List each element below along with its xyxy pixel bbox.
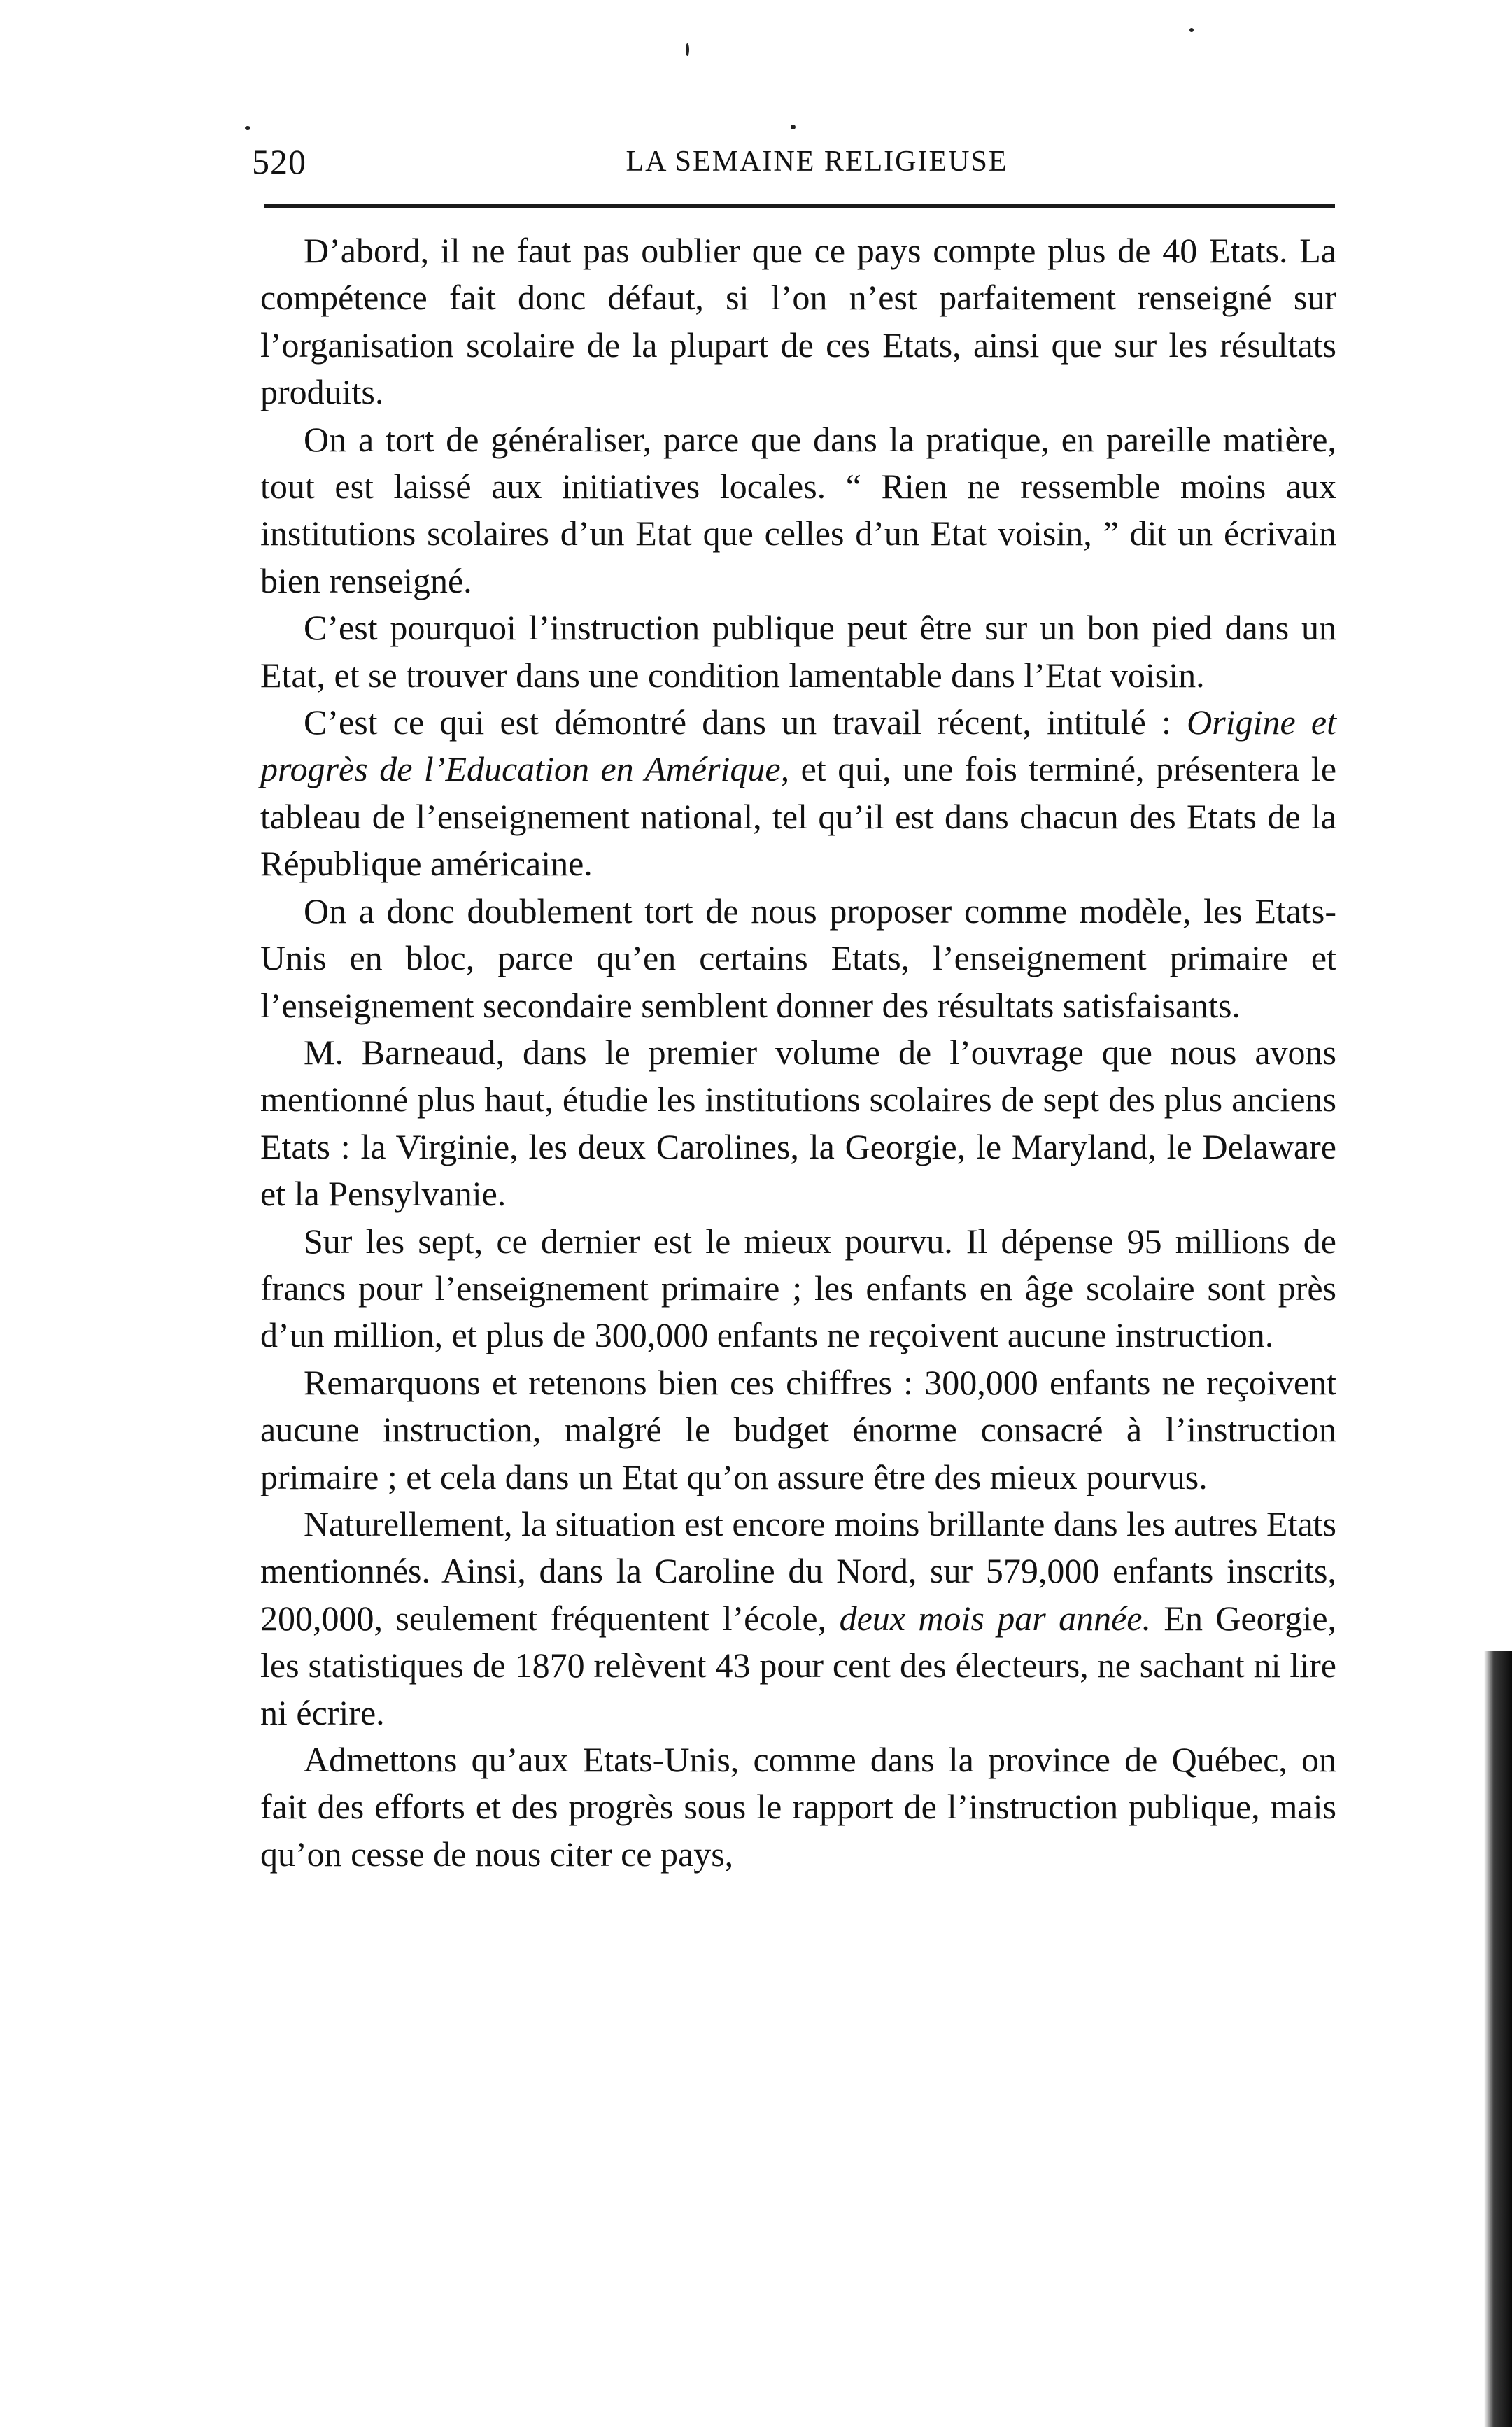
emphasis-text: deux mois par année. bbox=[839, 1598, 1151, 1638]
paragraph-text: M. Barneaud, dans le premier volume de l’ouvrage que nous avons mentionné plus haut, étudie les institutions scolaires de sept des plus anciens Etats : la Virginie, les deux Carolines, la Georgie, le Maryland, le Delaware et la Pensylvanie. bbox=[260, 1032, 1336, 1214]
scan-speck bbox=[791, 125, 796, 129]
paragraph bbox=[260, 1736, 1336, 1878]
paragraph bbox=[260, 1218, 1336, 1359]
paragraph-text: On a tort de généraliser, parce que dans la pratique, en pareille matière, tout est laissé aux initiatives locales. “ Rien ne ressemble moins aux institutions scolaires d’un Etat que celles d’un Etat voisin, ” dit un écrivain bien renseigné. bbox=[260, 419, 1336, 600]
paragraph-text: et qui, une fois terminé, présentera le tableau de l’enseignement national, tel qu’il est dans chacun des Etats de la République américaine. bbox=[260, 749, 1337, 884]
paragraph-text: Admettons qu’aux Etats-Unis, comme dans la province de Québec, on fait des efforts et des progrès sous le rapport de l’instruction publique, mais qu’on cesse de nous citer ce pays, bbox=[260, 1740, 1336, 1874]
body-text bbox=[260, 227, 1336, 1878]
work-title: Origine et progrès de l’Education en Amérique, bbox=[260, 702, 1337, 789]
scan-speck bbox=[1189, 28, 1194, 32]
running-head: LA SEMAINE RELIGIEUSE bbox=[626, 146, 1008, 178]
paragraph-text: Naturellement, la situation est encore moins brillante dans les autres Etats mentionnés. Ainsi, dans la Caroline du Nord, sur 579,000 enfants inscrits, 200,000, seulement fréquentent l’école, bbox=[260, 1503, 1336, 1638]
binding-shadow bbox=[1484, 1651, 1512, 2427]
paragraph bbox=[260, 227, 1336, 416]
page-number: 520 bbox=[252, 142, 306, 181]
paragraph-text: D’abord, il ne faut pas oublier que ce pays compte plus de 40 Etats. La compétence fait donc défaut, si l’on n’est parfaitement renseigné sur l’organisation scolaire de la plupart de ces Etats, ainsi que sur les résultats produits. bbox=[260, 231, 1336, 412]
paragraph bbox=[260, 1029, 1336, 1218]
header-rule bbox=[264, 204, 1335, 208]
paragraph-text: On a donc doublement tort de nous proposer comme modèle, les Etats-Unis en bloc, parce qu’en certains Etats, l’enseignement primaire et l’enseignement secondaire semblent donner des résultats satisfaisants. bbox=[260, 891, 1336, 1025]
paragraph bbox=[260, 416, 1336, 605]
paragraph-text: C’est ce qui est démontré dans un travail récent, intitulé : bbox=[304, 702, 1171, 742]
paragraph bbox=[260, 888, 1336, 1029]
paragraph-text: Sur les sept, ce dernier est le mieux pourvu. Il dépense 95 millions de francs pour l’enseignement primaire ; les enfants en âge scolaire sont près d’un million, et plus de 300,000 enfants ne reçoivent aucune instruction. bbox=[260, 1221, 1336, 1355]
scan-speck bbox=[686, 43, 689, 56]
page-header bbox=[252, 137, 1340, 186]
paragraph-text: C’est pourquoi l’instruction publique peut être sur un bon pied dans un Etat, et se trouver dans une condition lamentable dans l’Etat voisin. bbox=[260, 608, 1336, 695]
scan-speck bbox=[245, 126, 250, 130]
paragraph bbox=[260, 1359, 1336, 1501]
paragraph-text: En Georgie, les statistiques de 1870 relèvent 43 pour cent des électeurs, ne sachant ni lire ni écrire. bbox=[260, 1598, 1337, 1732]
paragraph-text: Remarquons et retenons bien ces chiffres : 300,000 enfants ne reçoivent aucune instruction, malgré le budget énorme consacré à l’instruction primaire ; et cela dans un Etat qu’on assure être des mieux pourvus. bbox=[260, 1362, 1336, 1496]
paragraph bbox=[260, 1501, 1336, 1736]
paragraph bbox=[260, 699, 1336, 888]
paragraph bbox=[260, 604, 1336, 699]
